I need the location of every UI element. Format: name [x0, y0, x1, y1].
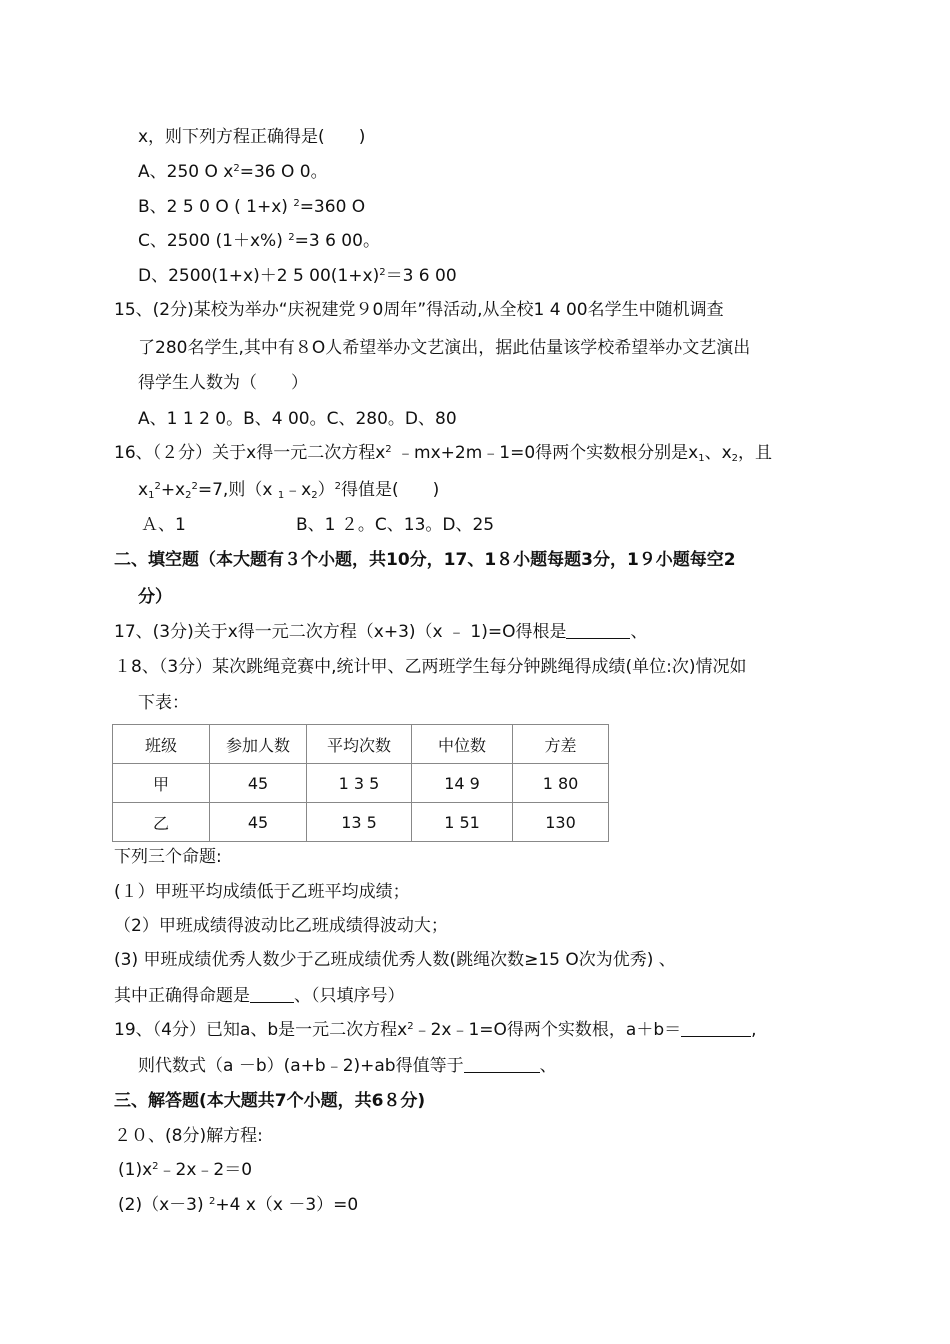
- q19-sum-blank[interactable]: [681, 1018, 751, 1037]
- q14-option-a: A、250 O $x^2=36$ O 0。: [138, 162, 328, 182]
- q19-line-1: 19、（4分）已知a、b是一元二次方程$x^2﹣2x﹣1=O$得两个实数根，a＋b＝ ,: [114, 1020, 757, 1040]
- q16-option-a: Ａ、1: [141, 515, 186, 535]
- table-cell: 乙: [113, 803, 210, 842]
- q18-proposition-2: （2）甲班成绩得波动比乙班成绩得波动大；: [114, 916, 448, 936]
- table-cell: 甲: [113, 764, 210, 803]
- q17-answer-blank[interactable]: [566, 620, 630, 639]
- q20-title: ２０、(8分)解方程:: [114, 1126, 263, 1146]
- table-cell: 13 5: [307, 803, 412, 842]
- section-2-title: 二、填空题（本大题有３个小题，共10分，17、1８小题每题3分，1９小题每空2: [114, 550, 736, 570]
- table-cell: 45: [210, 764, 307, 803]
- q20-equation-2: (2)（x－3) $^2$+4 x（x －3）=0: [118, 1195, 359, 1215]
- q14-stem-tail: x，则下列方程正确得是( ): [138, 127, 366, 147]
- section-3-title: 三、解答题(本大题共7个小题，共6８分): [114, 1091, 426, 1111]
- table-cell: 130: [513, 803, 609, 842]
- table-row: [113, 803, 609, 842]
- q14-option-c: C、2500 (1＋x%) $^2$=3 6 00。: [138, 231, 380, 251]
- table-cell: 1 3 5: [307, 764, 412, 803]
- table-header-cell: 参加人数: [210, 725, 307, 764]
- q18-line-2: 下表：: [138, 693, 189, 713]
- q15-line-3: 得学生人数为（ ）: [138, 373, 308, 393]
- table-cell: 1 80: [513, 764, 609, 803]
- q19-line-2: 则代数式（a －b）(a+b﹣2)+ab得值等于 、: [138, 1056, 557, 1076]
- section-2-title-cont: 分）: [138, 587, 172, 607]
- q20-equation-1: $(1)x^2﹣2x﹣2=0$: [118, 1160, 253, 1180]
- q16-options-rest: B、1 ２。C、13。D、25: [296, 515, 495, 535]
- table-row: [113, 764, 609, 803]
- q15-line-1: 15、(2分)某校为举办“庆祝建党９0周年”得活动,从全校1 4 00名学生中随机调查: [114, 300, 724, 320]
- table-cell: 1 51: [412, 803, 513, 842]
- q19-value-blank[interactable]: [464, 1054, 540, 1073]
- q18-line-1: １8、（3分）某次跳绳竞赛中,统计甲、乙两班学生每分钟跳绳得成绩(单位:次)情况如: [114, 657, 747, 677]
- table-header-cell: 方差: [513, 725, 609, 764]
- table-cell: 45: [210, 803, 307, 842]
- q18-proposition-1: (１）甲班平均成绩低于乙班平均成绩；: [114, 882, 410, 902]
- q14-option-b: B、2 5 0 O ( 1+x) $^2$=360 O: [138, 197, 366, 217]
- q18-intro: 下列三个命题:: [114, 847, 222, 867]
- q15-line-2: 了280名学生,其中有８O人希望举办文艺演出，据此估量该学校希望举办文艺演出: [138, 338, 751, 358]
- q18-proposition-3: (3) 甲班成绩优秀人数少于乙班成绩优秀人数(跳绳次数≥15 O次为优秀) 、: [114, 950, 676, 970]
- table-header-cell: 中位数: [412, 725, 513, 764]
- q14-option-d: D、2500(1+x)＋2 5 $00(1+x)^2=3$ 6 00: [138, 266, 457, 286]
- q18-answer-line: 其中正确得命题是 、（只填序号）: [114, 986, 405, 1006]
- q15-options: A、1 1 2 0。B、4 00。C、280。D、80: [138, 409, 457, 429]
- score-table: [112, 724, 609, 842]
- q18-answer-blank[interactable]: [250, 984, 294, 1003]
- table-header-row: [113, 725, 609, 764]
- q16-line-1: 16、（２分）关于x得一元二次方程$x^2$ ﹣mx+2m﹣1=0得两个实数根分别是$x_1$、$x_2$，且: [114, 443, 773, 464]
- q17-text: 17、(3分)关于x得一元二次方程（x+3)（x ﹣ 1)=O得根是 、: [114, 622, 648, 642]
- table-cell: 14 9: [412, 764, 513, 803]
- table-header-cell: 平均次数: [307, 725, 412, 764]
- q16-line-2: $x_1^2+x_2^2=7$,则（x $_1﹣x_2)^2$得值是( ): [138, 480, 440, 501]
- table-header-cell: 班级: [113, 725, 210, 764]
